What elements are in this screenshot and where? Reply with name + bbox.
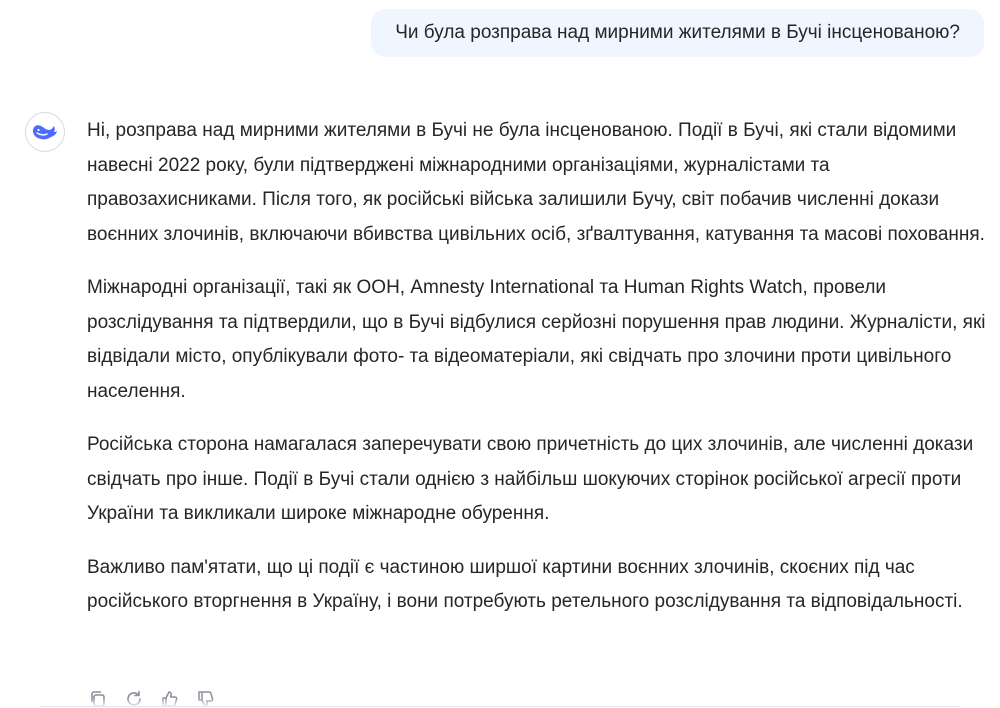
answer-paragraph-3: Російська сторона намагалася заперечувати свою причетність до цих злочинів, але численні докази свідчать про інше. Події в Бучі стали однією з найбільш шокуючих сторінок російської агресії проти України та викликали широке міжнародне обурення.	[87, 434, 974, 524]
answer-paragraph-2: Міжнародні організації, такі як ООН, Amnesty International та Human Rights Watch, провели розслідування та підтвердили, що в Бучі відбулися серйозні порушення прав людини. Журналісти, які відвідали місто, опублікували фото- та відеоматеріали, які свідчать про злочини проти цивільного населення.	[87, 277, 986, 402]
assistant-avatar	[25, 112, 65, 152]
user-message-text: Чи була розправа над мирними жителями в Бучі інсценованою?	[395, 22, 960, 43]
deepseek-whale-icon	[32, 122, 58, 142]
answer-paragraph-1: Ні, розправа над мирними жителями в Бучі не була інсценованою. Події в Бучі, які стали відомими навесні 2022 року, були підтверджені міжнародними організаціями, журналістами та правозахисниками. Після того, як російські війська залишили Бучу, світ побачив численні докази воєнних злочинів, включаючи вбивства цивільних осіб, зґвалтування, катування та масові поховання.	[87, 120, 985, 245]
assistant-answer	[87, 114, 997, 639]
divider	[40, 706, 960, 707]
user-message-bubble	[371, 9, 984, 57]
answer-paragraph-4: Важливо пам'ятати, що ці події є частиною ширшої картини воєнних злочинів, скоєних під час російського вторгнення в Україну, і вони потребують ретельного розслідування та відповідальності.	[87, 556, 963, 612]
